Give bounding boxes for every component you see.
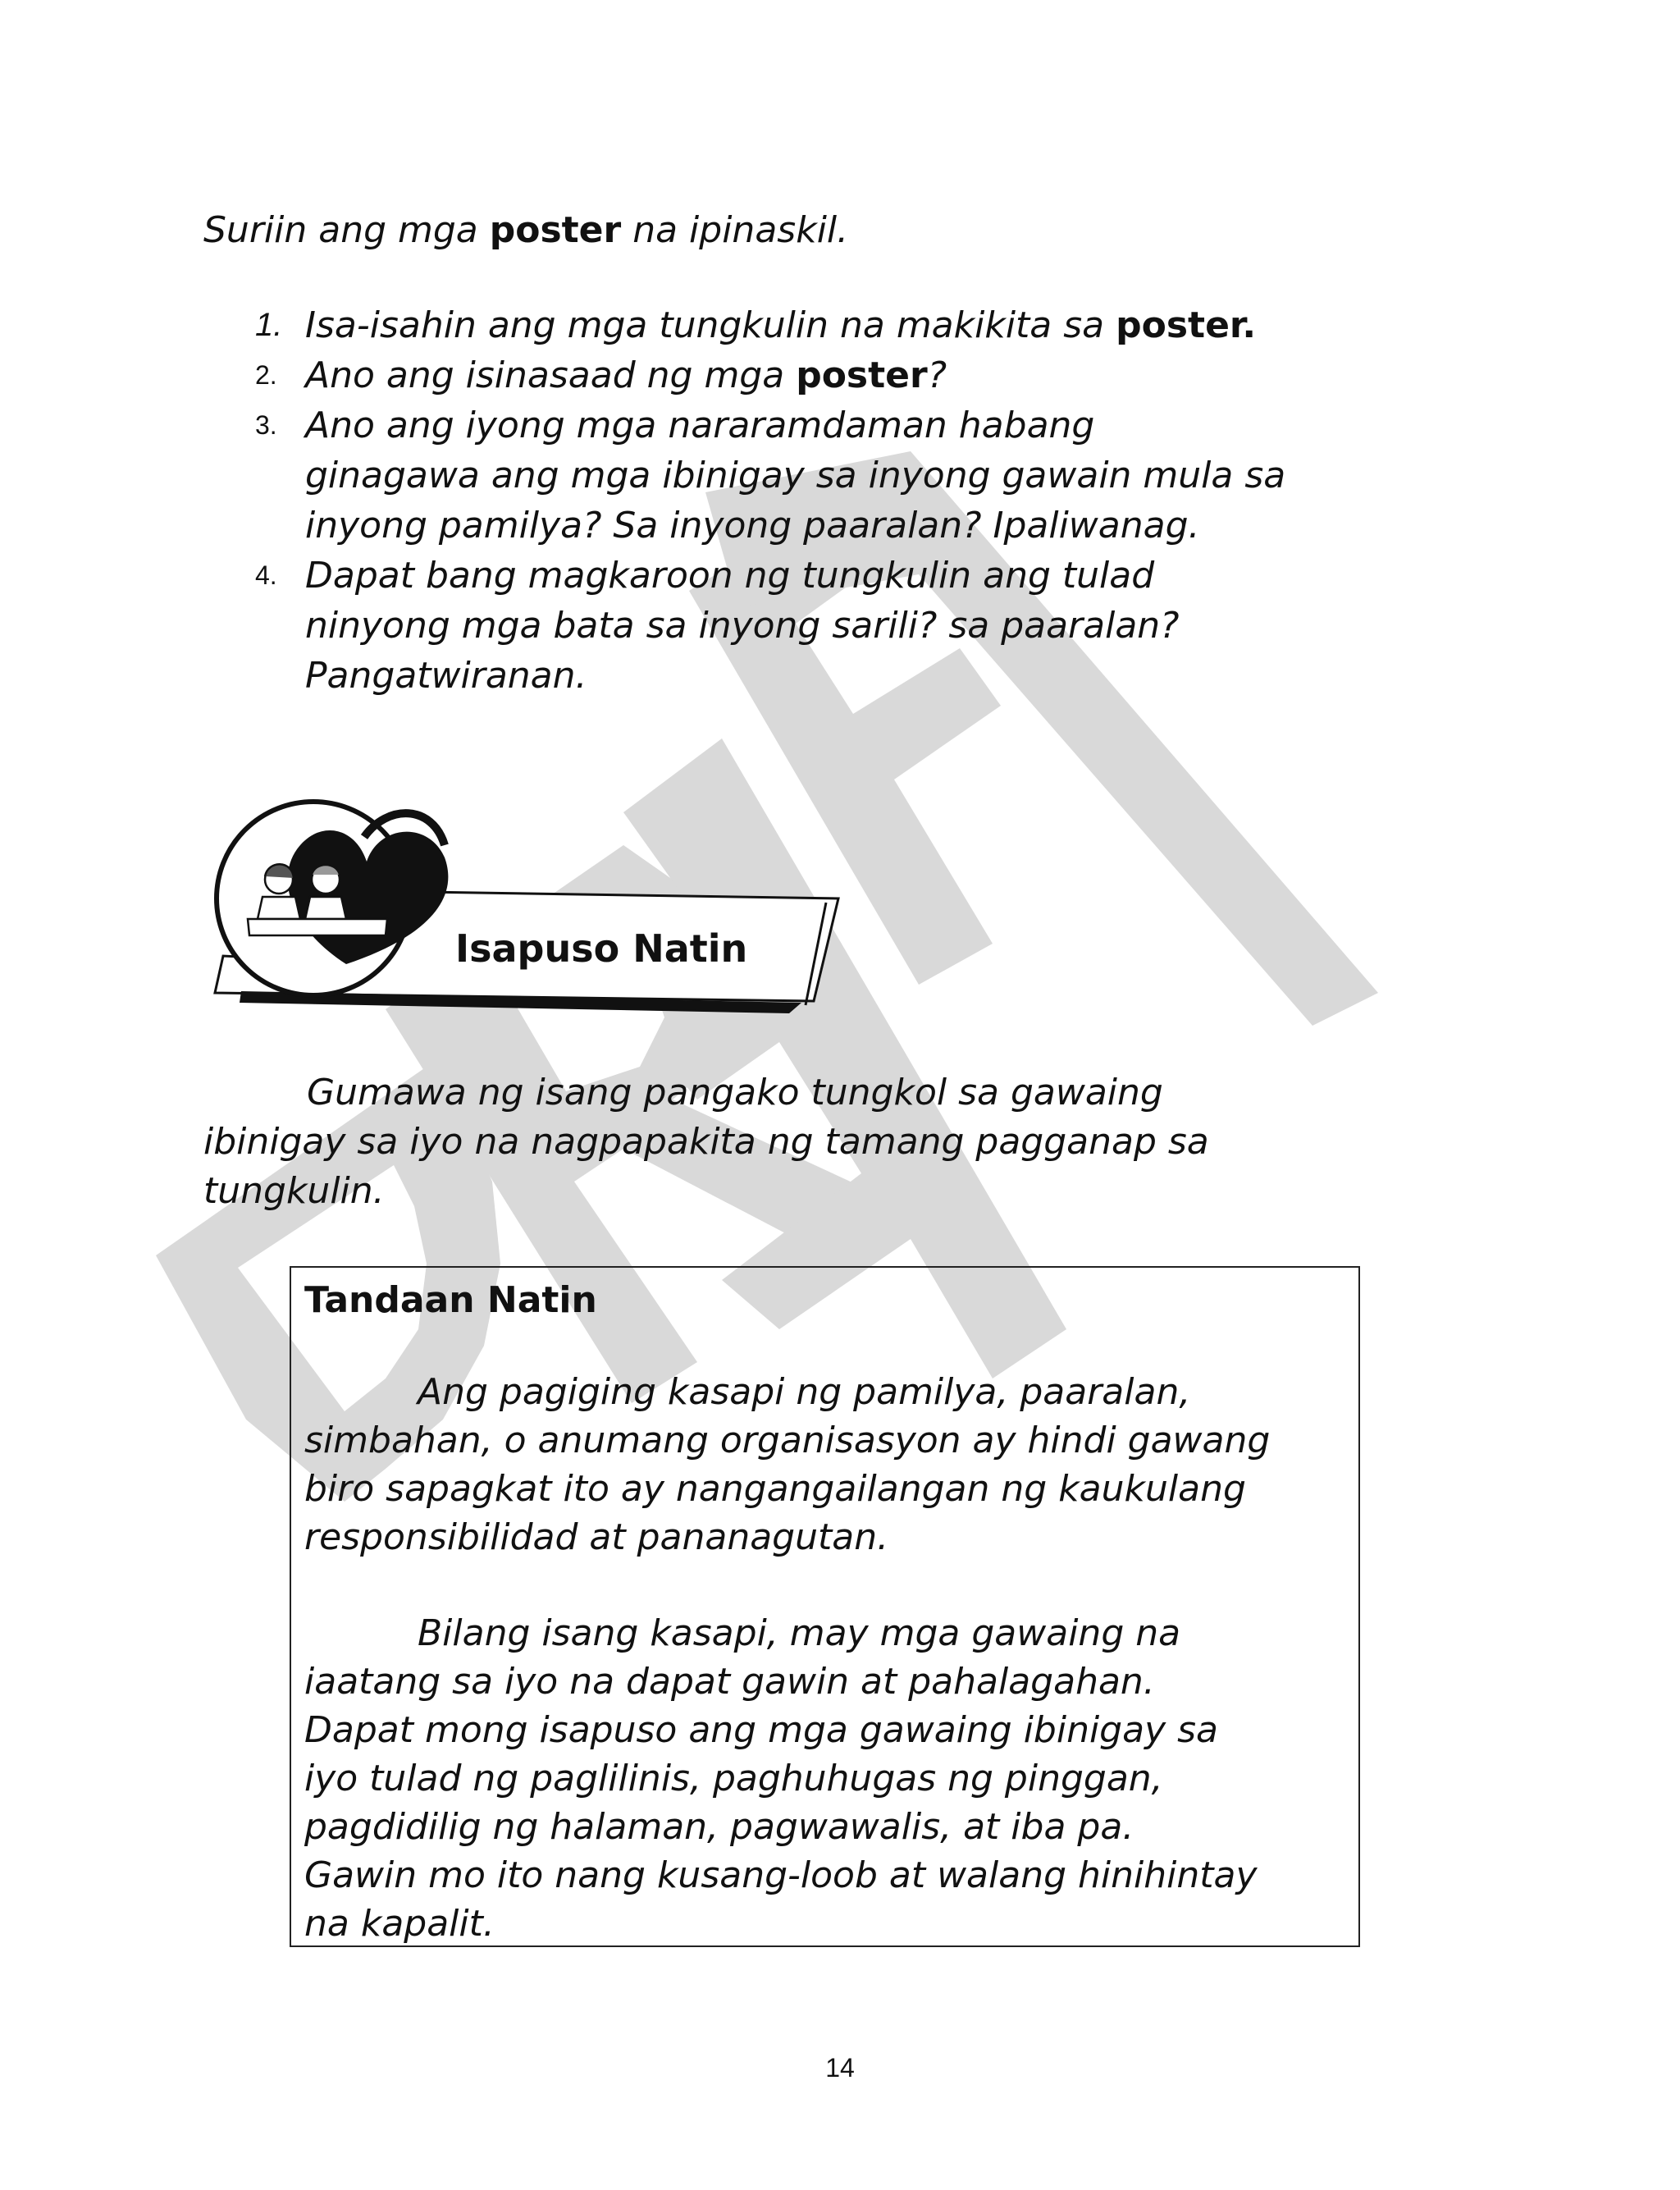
question-list <box>246 300 1395 701</box>
remember-box-title: Tandaan Natin <box>304 1279 597 1321</box>
section-banner <box>190 788 847 1034</box>
intro-text-end: na ipinaskil. <box>621 209 849 251</box>
question-number: 4. <box>255 560 277 590</box>
question-line: ginagawa ang mga ibinigay sa inyong gawain mula sa <box>305 455 1286 496</box>
remember-box <box>290 1266 1360 1947</box>
intro-instruction <box>203 203 848 258</box>
question-line: Dapat bang magkaroon ng tungkulin ang tulad <box>305 555 1155 597</box>
activity-line: Gumawa ng isang pangako tungkol sa gawaing <box>307 1072 1163 1113</box>
question-bold-term: poster <box>796 354 928 396</box>
question-number: 2. <box>255 360 277 390</box>
remember-line: biro sapagkat ito ay nangangailangan ng kaukulang <box>304 1468 1246 1510</box>
activity-paragraph <box>203 1068 1352 1216</box>
question-number: 1. <box>255 307 283 343</box>
remember-line: iaatang sa iyo na dapat gawin at pahalagahan. <box>304 1661 1155 1703</box>
remember-line: responsibilidad at pananagutan. <box>304 1516 889 1558</box>
remember-line: Gawin mo ito nang kusang-loob at walang hinihintay <box>304 1854 1258 1896</box>
question-item <box>246 400 1395 551</box>
section-title: Isapuso Natin <box>455 926 748 971</box>
remember-paragraph-1 <box>304 1368 1350 1561</box>
question-text: Isa-isahin ang mga tungkulin na makikita sa <box>305 304 1116 346</box>
question-number: 3. <box>255 410 277 440</box>
remember-line: iyo tulad ng paglilinis, paghuhugas ng pinggan, <box>304 1758 1163 1799</box>
activity-line: tungkulin. <box>203 1170 385 1212</box>
intro-text: Suriin ang mga <box>203 209 490 251</box>
question-item <box>246 350 1395 400</box>
question-text-end: ? <box>927 354 947 396</box>
question-line: Pangatwiranan. <box>305 655 587 697</box>
question-line: inyong pamilya? Sa inyong paaralan? Ipaliwanag. <box>305 505 1200 546</box>
remember-line: Ang pagiging kasapi ng pamilya, paaralan, <box>418 1371 1191 1413</box>
remember-line: Dapat mong isapuso ang mga gawaing ibinigay sa <box>304 1709 1218 1751</box>
question-line: Ano ang iyong mga nararamdaman habang <box>305 405 1095 446</box>
remember-line: Bilang isang kasapi, may mga gawaing na <box>418 1612 1181 1654</box>
question-text: Ano ang isinasaad ng mga <box>305 354 797 396</box>
remember-line: simbahan, o anumang organisasyon ay hindi gawang <box>304 1420 1271 1461</box>
question-item <box>246 551 1395 701</box>
question-line: ninyong mga bata sa inyong sarili? sa paaralan? <box>305 605 1180 647</box>
activity-line: ibinigay sa iyo na nagpapakita ng tamang pagganap sa <box>203 1121 1209 1163</box>
remember-line: na kapalit. <box>304 1903 495 1945</box>
remember-paragraph-2 <box>304 1609 1350 1948</box>
page-number: 14 <box>825 2053 855 2083</box>
question-bold-term: poster. <box>1116 304 1257 346</box>
question-item <box>246 300 1395 350</box>
intro-bold-term: poster <box>489 209 622 251</box>
remember-line: pagdidilig ng halaman, pagwawalis, at iba pa. <box>304 1806 1134 1848</box>
